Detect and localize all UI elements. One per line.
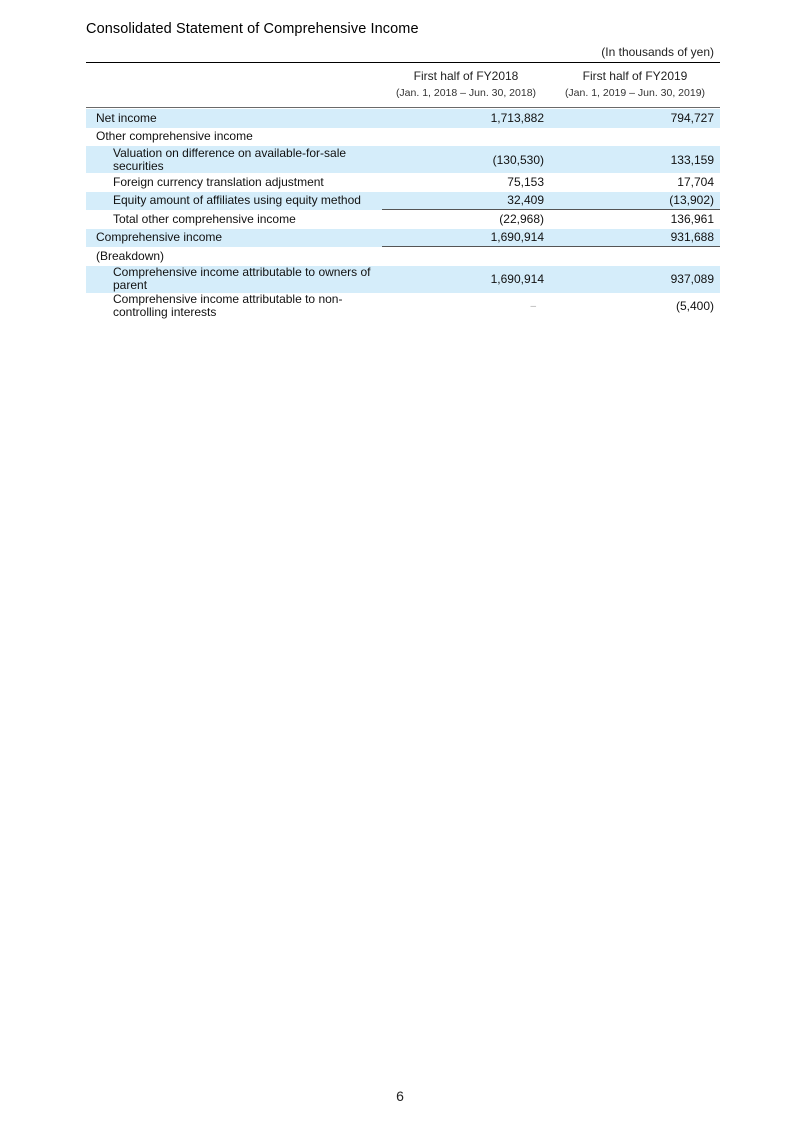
value-fy2019 <box>550 128 720 147</box>
table-row <box>86 229 720 248</box>
value-fy2018 <box>382 293 550 320</box>
value-fy2018: 32,409 <box>382 192 550 211</box>
row-label: Foreign currency translation adjustment <box>113 174 324 189</box>
value-fy2019 <box>550 247 720 266</box>
value-fy2018: 1,690,914 <box>490 272 544 286</box>
value-fy2018: 75,153 <box>507 175 544 190</box>
row-label: Equity amount of affiliates using equity method <box>113 193 361 208</box>
table-row <box>86 247 720 266</box>
units-note: (In thousands of yen) <box>601 45 714 59</box>
row-label: Other comprehensive income <box>96 129 253 144</box>
table-row <box>86 192 720 211</box>
header-fy2018-period: First half of FY2018 <box>413 69 519 83</box>
header-fy2019-range: (Jan. 1, 2019 – Jun. 30, 2019) <box>564 87 706 99</box>
value-fy2018 <box>382 247 550 266</box>
nil-dash: – <box>530 300 536 312</box>
value-fy2019: 931,688 <box>550 229 720 248</box>
row-label: Net income <box>96 110 157 125</box>
table-row <box>86 210 720 229</box>
header-fy2019 <box>550 68 720 102</box>
statement-title: Consolidated Statement of Comprehensive Income <box>86 21 419 37</box>
table-row <box>86 146 720 173</box>
value-fy2019: 17,704 <box>677 175 714 190</box>
page-number: 6 <box>396 1088 404 1104</box>
row-label: Comprehensive income attributable to owners of parent <box>113 265 371 292</box>
value-fy2019: 794,727 <box>670 111 714 126</box>
value-fy2019: 937,089 <box>670 272 714 286</box>
income-statement-table <box>86 62 720 320</box>
table-row <box>86 173 720 192</box>
value-fy2018: 1,713,882 <box>490 111 544 126</box>
header-fy2018-range: (Jan. 1, 2018 – Jun. 30, 2018) <box>395 87 537 99</box>
value-fy2019: (13,902) <box>550 192 720 211</box>
table-header <box>86 63 720 107</box>
table-row <box>86 128 720 147</box>
row-label: Valuation on difference on available-for-sale securities <box>113 145 347 173</box>
value-fy2018: 1,690,914 <box>382 229 550 248</box>
value-fy2019: 136,961 <box>670 212 714 227</box>
header-fy2019-period: First half of FY2019 <box>582 69 688 83</box>
table-row <box>86 109 720 128</box>
value-fy2018: (22,968) <box>499 212 544 227</box>
value-fy2018: (130,530) <box>492 152 544 167</box>
header-fy2018 <box>382 68 550 102</box>
row-label: Total other comprehensive income <box>113 211 296 226</box>
value-fy2019: (5,400) <box>675 299 714 313</box>
row-label: Comprehensive income attributable to non-controlling interests <box>113 292 343 319</box>
table-row <box>86 266 720 293</box>
value-fy2018 <box>382 128 550 147</box>
value-fy2019: 133,159 <box>670 152 714 167</box>
row-label: (Breakdown) <box>96 248 165 263</box>
table-row <box>86 293 720 320</box>
row-label: Comprehensive income <box>96 230 223 245</box>
